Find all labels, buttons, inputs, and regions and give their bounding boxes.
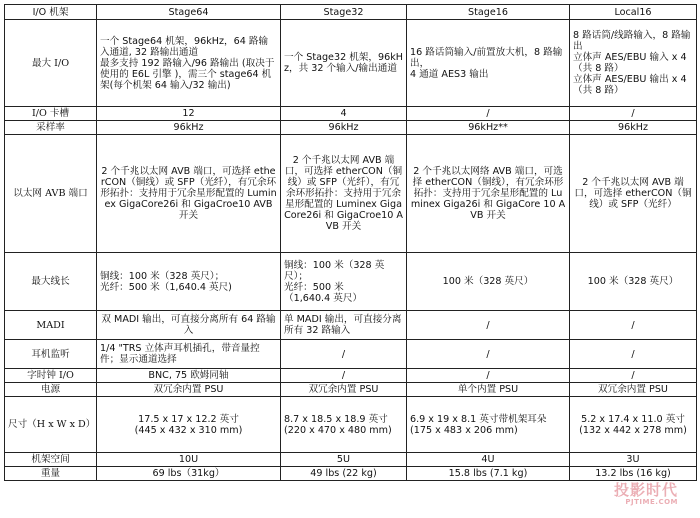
cell-stage32: 8.7 x 18.5 x 18.9 英寸 (220 x 470 x 480 mm): [281, 397, 407, 453]
cell-stage16: /: [407, 311, 570, 340]
row-madi: [5, 311, 697, 340]
row-label: MADI: [5, 311, 97, 340]
header-io-rack: I/O 机架: [5, 5, 97, 20]
row-label: 尺寸（H x W x D）: [5, 397, 97, 453]
row-rack-space: [5, 453, 697, 467]
cell-stage64: 10U: [97, 453, 281, 467]
row-max-cable-length: [5, 253, 697, 311]
row-label: 耳机监听: [5, 340, 97, 369]
header-stage64: Stage64: [97, 5, 281, 20]
spec-comparison-table: [4, 4, 697, 481]
cell-stage64: 双冗余内置 PSU: [97, 383, 281, 397]
cell-local16: 100 米（328 英尺）: [570, 253, 697, 311]
row-headphone-monitor: [5, 340, 697, 369]
row-label: 字时钟 I/O: [5, 369, 97, 383]
row-io-card-slots: [5, 107, 697, 121]
row-dimensions: [5, 397, 697, 453]
cell-stage32: 单 MADI 输出，可直接分离所有 32 路输入: [281, 311, 407, 340]
cell-stage16: 2 个千兆以太网络 AVB 端口，可选择 etherCON（铜线），有冗余环形拓扑：支持用于冗余星形配置的 Luminex Giga26i 和 GigaCore 10 AVB 开关: [407, 135, 570, 253]
row-weight: [5, 467, 697, 481]
row-label: I/O 卡槽: [5, 107, 97, 121]
cell-stage32: 铜线：100 米（328 英尺）； 光纤：500 米 （1,640.4 英尺）: [281, 253, 407, 311]
row-sample-rate: [5, 121, 697, 135]
cell-stage32: 双冗余内置 PSU: [281, 383, 407, 397]
watermark-subtext: PJTIME.COM: [625, 498, 678, 506]
cell-stage64: 12: [97, 107, 281, 121]
cell-stage64: 17.5 x 17 x 12.2 英寸 (445 x 432 x 310 mm): [97, 397, 281, 453]
row-label: 最大 I/O: [5, 20, 97, 107]
cell-stage64: 铜线：100 米（328 英尺）； 光纤：500 米（1,640.4 英尺): [97, 253, 281, 311]
row-label: 以太网 AVB 端口: [5, 135, 97, 253]
cell-local16: 8 路话筒/线路输入，8 路输出 立体声 AES/EBU 输入 x 4（共 8 路） 立体声 AES/EBU 输出 x 4（共 8 路）: [570, 20, 697, 107]
header-local16: Local16: [570, 5, 697, 20]
cell-stage32: 49 lbs (22 kg): [281, 467, 407, 481]
cell-local16: 96kHz: [570, 121, 697, 135]
cell-stage16: 15.8 lbs (7.1 kg): [407, 467, 570, 481]
row-power: [5, 383, 697, 397]
cell-stage32: 一个 Stage32 机架，96kHz，共 32 个输入/输出通道: [281, 20, 407, 107]
cell-stage32: 5U: [281, 453, 407, 467]
cell-stage64: 2 个千兆以太网 AVB 端口，可选择 etherCON（铜线）或 SFP（光纤），有冗余环形拓扑：支持用于冗余星形配置的 Luminex GigaCore26i 和 GigaCroe10 AVB 开关: [97, 135, 281, 253]
cell-stage64: 1/4 "TRS 立体声耳机插孔，带音量控件；显示通道选择: [97, 340, 281, 369]
watermark-logo: [614, 479, 678, 506]
cell-stage16: /: [407, 107, 570, 121]
cell-stage32: 2 个千兆以太网 AVB 端口，可选择 etherCON（铜线）或 SFP（光纤），有冗余环形拓扑：支持用于冗余星形配置的 Luminex GigaCore26i 和 GigaCroe10 AVB 开关: [281, 135, 407, 253]
cell-local16: /: [570, 311, 697, 340]
cell-stage32: /: [281, 369, 407, 383]
row-ethernet-avb: [5, 135, 697, 253]
cell-stage16: /: [407, 340, 570, 369]
cell-stage16: 6.9 x 19 x 8.1 英寸带机架耳朵 (175 x 483 x 206 mm): [407, 397, 570, 453]
header-stage32: Stage32: [281, 5, 407, 20]
cell-stage16: 4U: [407, 453, 570, 467]
cell-stage32: 96kHz: [281, 121, 407, 135]
cell-stage64: 96kHz: [97, 121, 281, 135]
cell-stage16: /: [407, 369, 570, 383]
row-label: 电源: [5, 383, 97, 397]
cell-stage16: 100 米（328 英尺）: [407, 253, 570, 311]
row-label: 最大线长: [5, 253, 97, 311]
cell-local16: 2 个千兆以太网 AVB 端口，可选择 etherCON（铜线）或 SFP（光纤）: [570, 135, 697, 253]
cell-local16: 5.2 x 17.4 x 11.0 英寸 (132 x 442 x 278 mm): [570, 397, 697, 453]
row-label: 机架空间: [5, 453, 97, 467]
cell-local16: 双冗余内置 PSU: [570, 383, 697, 397]
cell-local16: /: [570, 369, 697, 383]
cell-stage32: 4: [281, 107, 407, 121]
cell-local16: /: [570, 340, 697, 369]
header-row: [5, 5, 697, 20]
cell-stage64: 双 MADI 输出，可直接分离所有 64 路输入: [97, 311, 281, 340]
cell-stage64: BNC, 75 欧姆同轴: [97, 369, 281, 383]
cell-stage16: 16 路话筒输入/前置放大机，8 路输出， 4 通道 AES3 输出: [407, 20, 570, 107]
cell-stage16: 单个内置 PSU: [407, 383, 570, 397]
watermark-text: 投影时代: [613, 481, 678, 499]
header-stage16: Stage16: [407, 5, 570, 20]
row-label: 重量: [5, 467, 97, 481]
cell-stage64: 一个 Stage64 机架，96kHz，64 路输入通道, 32 路输出通道 最多支持 192 路输入/96 路输出 (取决于使用的 E6L 引擎 )，需三个 stage64 机架(每个机架 64 输入/32 输出): [97, 20, 281, 107]
cell-stage16: 96kHz**: [407, 121, 570, 135]
cell-local16: /: [570, 107, 697, 121]
cell-stage32: /: [281, 340, 407, 369]
row-max-io: [5, 20, 697, 107]
cell-stage64: 69 lbs（31kg）: [97, 467, 281, 481]
row-label: 采样率: [5, 121, 97, 135]
cell-local16: 13.2 lbs (16 kg): [570, 467, 697, 481]
row-word-clock-io: [5, 369, 697, 383]
cell-local16: 3U: [570, 453, 697, 467]
